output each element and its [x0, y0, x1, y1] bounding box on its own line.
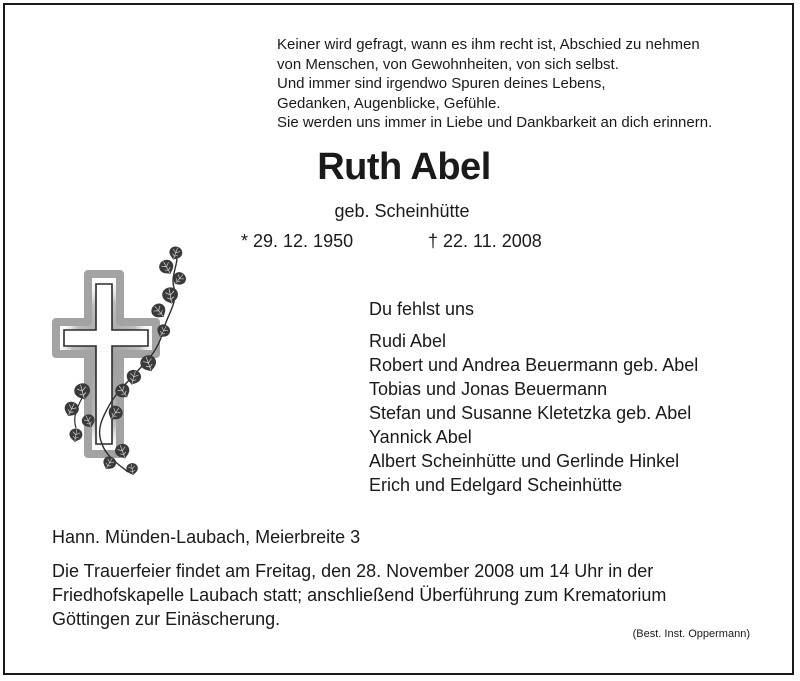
mourner-name: Yannick Abel — [369, 427, 472, 447]
service-line: Friedhofskapelle Laubach statt; anschließend Überführung zum Krematorium — [52, 585, 667, 605]
undertaker-credit: (Best. Inst. Oppermann) — [632, 628, 750, 640]
deceased-name: Ruth Abel — [317, 146, 491, 188]
family-address: Hann. Münden-Laubach, Meierbreite 3 — [52, 527, 361, 547]
quote-line: Und immer sind irgendwo Spuren deines Lebens, — [277, 75, 606, 92]
mourner-name: Robert und Andrea Beuermann geb. Abel — [369, 355, 699, 375]
mourners-intro: Du fehlst uns — [369, 299, 475, 319]
funeral-service-info — [52, 559, 752, 631]
service-line: Göttingen zur Einäscherung. — [52, 609, 281, 629]
quote-line: von Menschen, von Gewohnheiten, von sich selbst. — [277, 55, 619, 73]
mourner-name: Stefan und Susanne Kletetzka geb. Abel — [369, 403, 692, 423]
birth-date: * 29. 12. 1950 — [241, 231, 354, 251]
deceased-birth-name: geb. Scheinhütte — [334, 201, 470, 221]
service-line: Die Trauerfeier findet am Freitag, den 28. November 2008 um 14 Uhr in der — [52, 561, 654, 581]
mourner-name: Albert Scheinhütte und Gerlinde Hinkel — [369, 451, 680, 471]
death-date: † 22. 11. 2008 — [428, 231, 542, 251]
memorial-quote — [277, 35, 777, 133]
quote-line: Keiner wird gefragt, wann es ihm recht ist, Abschied zu nehmen — [277, 36, 700, 53]
quote-line: Sie werden uns immer in Liebe und Dankbarkeit an dich erinnern. — [277, 114, 713, 131]
mourners-list — [369, 297, 698, 497]
mourner-name: Tobias und Jonas Beuermann — [369, 379, 608, 399]
mourner-name: Rudi Abel — [369, 331, 447, 351]
mourner-name: Erich und Edelgard Scheinhütte — [369, 475, 623, 495]
cross-with-ivy-icon — [52, 244, 202, 480]
quote-line: Gedanken, Augenblicke, Gefühle. — [277, 94, 501, 112]
